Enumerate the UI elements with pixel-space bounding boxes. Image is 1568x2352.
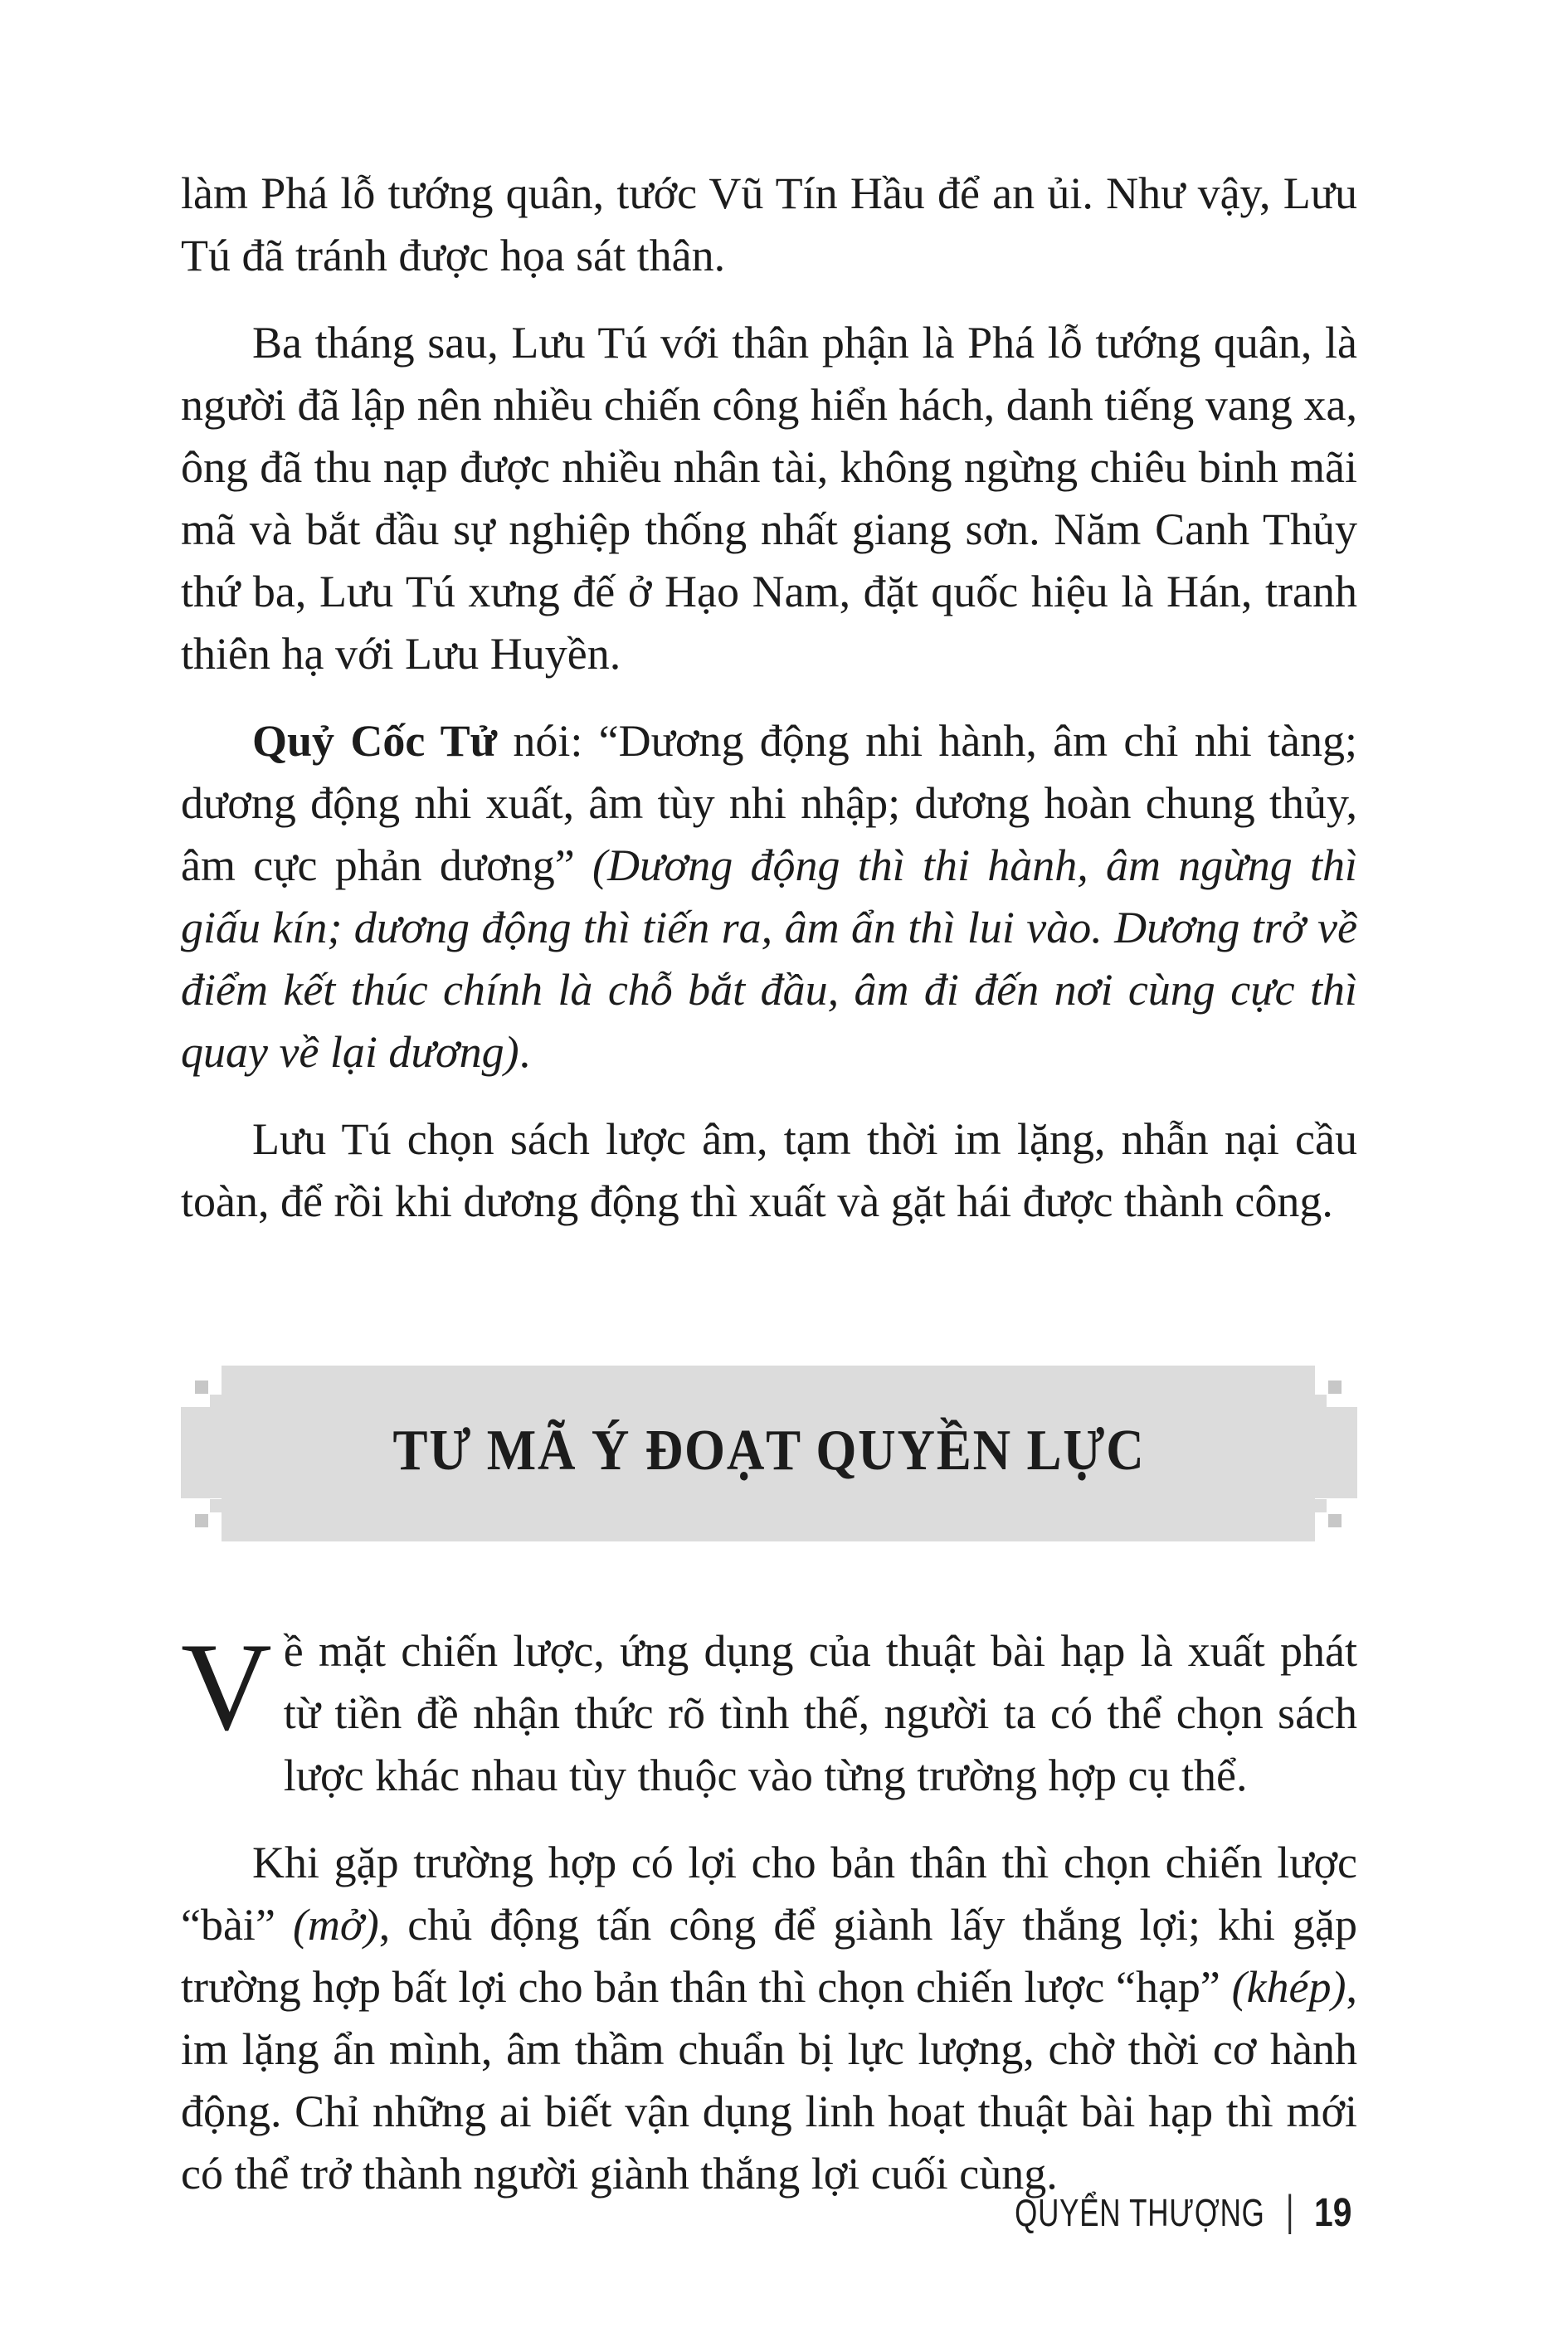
text-segment: , chủ động tấn công để giành lấy thắng lợi; khi gặp trường hợp bất lợi cho bản thân thì chọn chiến lược “hạp” bbox=[181, 1900, 1357, 2012]
section-header-banner bbox=[181, 1366, 1357, 1541]
paragraph-text: ề mặt chiến lược, ứng dụng của thuật bài hạp là xuất phát từ tiền đề nhận thức rõ tình thế, người ta có thể chọn sách lược khác nhau tùy thuộc vào từng trường hợp cụ thể. bbox=[283, 1626, 1357, 1800]
body-paragraph bbox=[181, 1832, 1357, 2205]
banner-corner-square bbox=[195, 1514, 208, 1527]
footer-separator: | bbox=[1286, 2187, 1294, 2235]
section-title: TƯ MÃ Ý ĐOẠT QUYỀN LỰC bbox=[392, 1418, 1146, 1483]
banner-corner-square bbox=[1328, 1514, 1342, 1527]
text-segment: (mở) bbox=[292, 1900, 379, 1950]
banner-step-ornament bbox=[1315, 1395, 1327, 1408]
page-body bbox=[181, 163, 1357, 2230]
body-paragraph: Ba tháng sau, Lưu Tú với thân phận là Phá lỗ tướng quân, là người đã lập nên nhiều chiến công hiển hách, danh tiếng vang xa, ông đã thu nạp được nhiều nhân tài, không ngừng chiêu binh mãi mã và bắt đầu sự nghiệp thống nhất giang sơn. Năm Canh Thủy thứ ba, Lưu Tú xưng đế ở Hạo Nam, đặt quốc hiệu là Hán, tranh thiên hạ với Lưu Huyền. bbox=[181, 318, 1357, 679]
body-paragraph-continuation: làm Phá lỗ tướng quân, tước Vũ Tín Hầu để an ủi. Như vậy, Lưu Tú đã tránh được họa sát thân. bbox=[181, 168, 1357, 280]
banner-step-ornament bbox=[210, 1499, 222, 1512]
page-number: 19 bbox=[1313, 2190, 1351, 2235]
banner-right-tab bbox=[1315, 1407, 1357, 1498]
body-paragraph: Lưu Tú chọn sách lược âm, tạm thời im lặng, nhẫn nại cầu toàn, để rồi khi dương động thì xuất và gặt hái được thành công. bbox=[181, 1114, 1357, 1226]
banner-step-ornament bbox=[1315, 1499, 1327, 1512]
text-segment: (khép) bbox=[1231, 1962, 1346, 2012]
banner-corner-square bbox=[1328, 1381, 1342, 1394]
text-segment: , im lặng ẩn mình, âm thầm chuẩn bị lực lượng, chờ thời cơ hành động. Chỉ những ai biết vận dụng linh hoạt thuật bài hạp thì mới có thể trở thành người giành thắng lợi cuối cùng. bbox=[181, 1962, 1357, 2199]
text-segment: . bbox=[519, 1027, 531, 1077]
text-segment: Quỷ Cốc Tử bbox=[252, 716, 498, 766]
footer-section-label: QUYỂN THƯỢNG bbox=[1014, 2191, 1265, 2234]
page-footer bbox=[936, 2188, 1358, 2238]
text-segment: (Dương động thì thi hành, âm ngừng thì giấu kín; dương động thì tiến ra, âm ẩn thì lui vào. Dương trở về điểm kết thúc chính là chỗ bắt đầu, âm đi đến nơi cùng cực thì quay về lại dương) bbox=[181, 840, 1357, 1077]
text-segment: nói: “Dương động nhi hành, âm chỉ nhi tàng; dương động nhi xuất, âm tùy nhi nhập; dương hoàn chung thủy, âm cực phản dương” bbox=[181, 716, 1357, 890]
text-segment: Khi gặp trường hợp có lợi cho bản thân thì chọn chiến lược “bài” bbox=[181, 1838, 1357, 1950]
banner-step-ornament bbox=[210, 1395, 222, 1408]
body-paragraph-dropcap bbox=[181, 1617, 1357, 1807]
banner-left-tab bbox=[181, 1407, 222, 1498]
body-paragraph-quote bbox=[181, 710, 1357, 1083]
drop-cap: V bbox=[181, 1617, 272, 1756]
banner-corner-square bbox=[195, 1381, 208, 1394]
